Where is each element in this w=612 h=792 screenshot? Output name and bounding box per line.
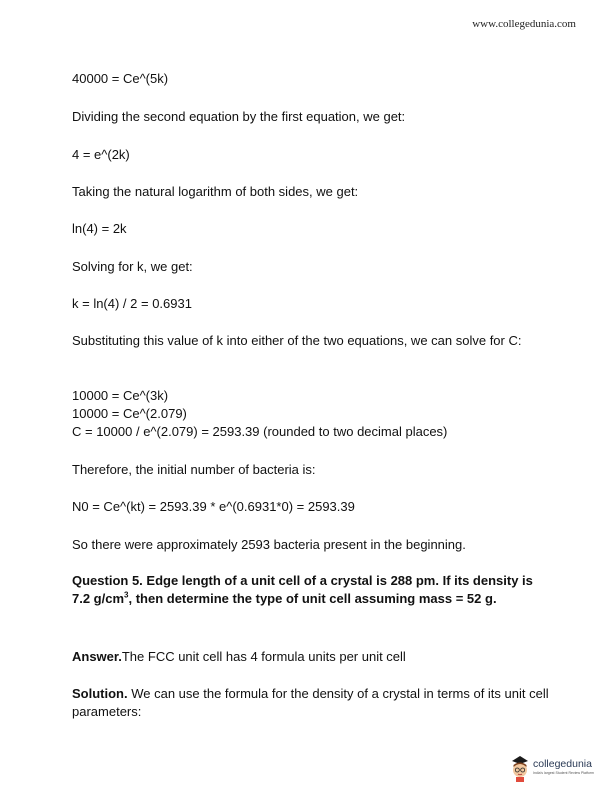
solution-text: We can use the formula for the density of a crystal in terms of its unit cell parameters: <box>72 686 549 719</box>
collegedunia-logo <box>508 752 608 784</box>
solution <box>72 685 552 721</box>
equation-line: 4 = e^(2k) <box>72 147 130 162</box>
text-line: Solving for k, we get: <box>72 259 193 274</box>
equation-line: k = ln(4) / 2 = 0.6931 <box>72 296 192 311</box>
logo-tagline: India's largest Student Review Platform <box>533 771 594 775</box>
logo-brand: collegedunia <box>533 758 592 770</box>
question-text-part2: , then determine the type of unit cell assuming mass = 52 g. <box>128 591 497 606</box>
equation-line: 10000 = Ce^(2.079) <box>72 406 187 421</box>
text-line: So there were approximately 2593 bacteria present in the beginning. <box>72 537 466 552</box>
question-text-part1: Question 5. Edge length of a unit cell of a crystal is 288 pm. If its density is 7.2 g/cm <box>72 573 533 606</box>
equation-line: N0 = Ce^(kt) = 2593.39 * e^(0.6931*0) = 2593.39 <box>72 499 355 514</box>
mascot-icon <box>508 752 532 782</box>
site-url: www.collegedunia.com <box>472 18 576 30</box>
answer-label: Answer. <box>72 649 122 664</box>
equation-line: C = 10000 / e^(2.079) = 2593.39 (rounded to two decimal places) <box>72 424 448 439</box>
answer-text: The FCC unit cell has 4 formula units per unit cell <box>121 649 406 664</box>
question-superscript: 3 <box>124 590 129 600</box>
answer <box>72 648 552 666</box>
equation-line: 40000 = Ce^(5k) <box>72 71 169 86</box>
text-line: Substituting this value of k into either of the two equations, we can solve for C: <box>72 333 522 348</box>
equation-line: 10000 = Ce^(3k) <box>72 388 169 403</box>
text-line: Taking the natural logarithm of both sides, we get: <box>72 184 359 199</box>
solution-label: Solution. <box>72 686 128 701</box>
equation-line: ln(4) = 2k <box>72 221 127 236</box>
question-5 <box>72 572 552 608</box>
text-line: Therefore, the initial number of bacteria is: <box>72 462 316 477</box>
text-line: Dividing the second equation by the first equation, we get: <box>72 109 406 124</box>
